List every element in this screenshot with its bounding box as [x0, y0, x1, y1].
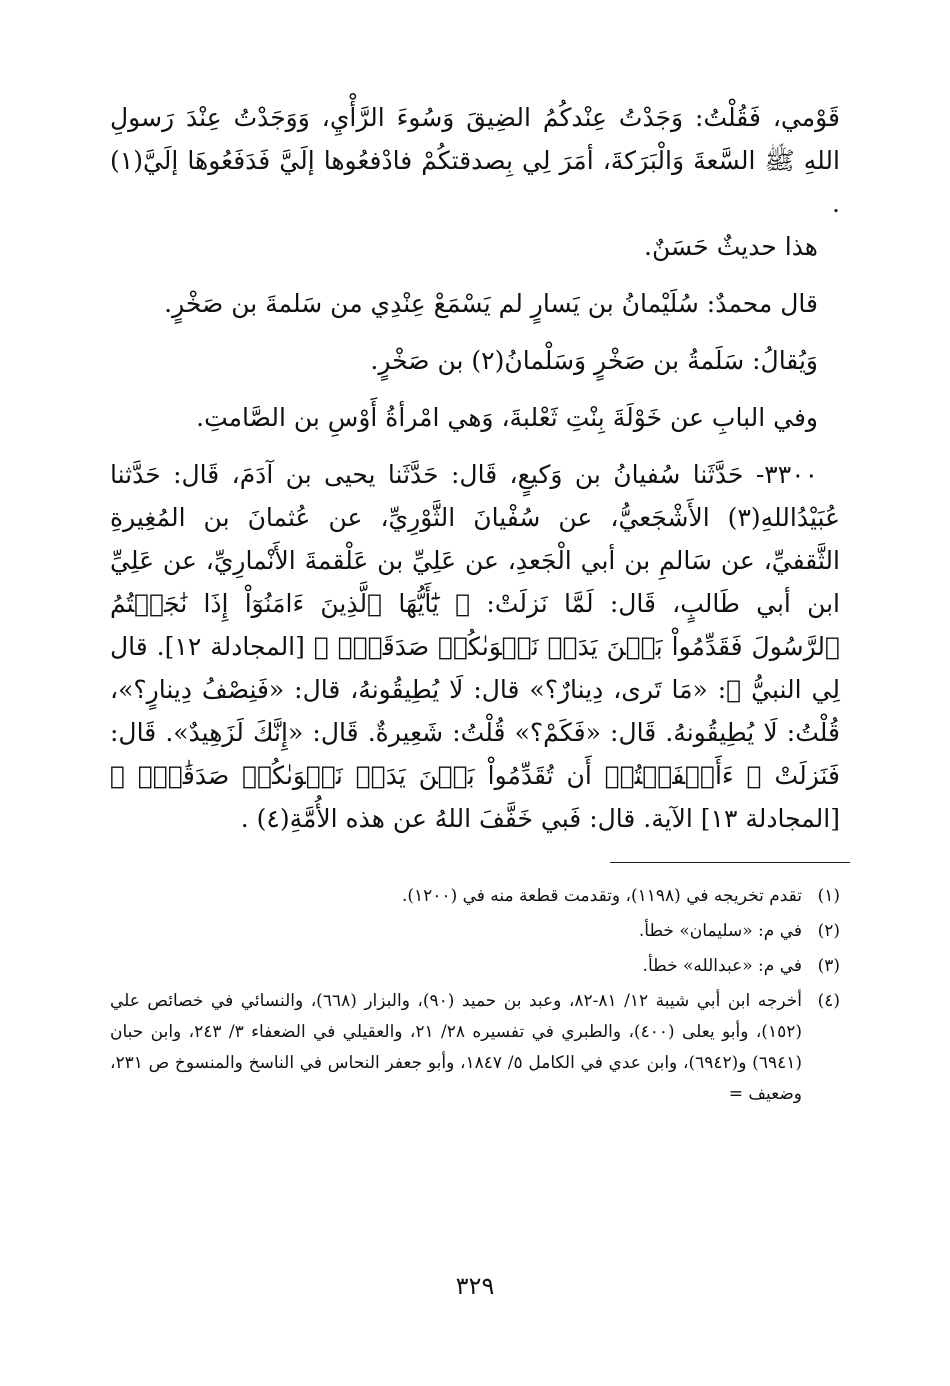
footnote-text: تقدم تخريجه في (١١٩٨)، وتقدمت قطعة منه في (١٢٠٠).: [401, 886, 802, 906]
footnotes: [110, 881, 840, 1110]
paragraph-grading: هذا حديثٌ حَسَنٌ.: [644, 232, 818, 261]
page-number: ٣٢٩: [455, 1272, 495, 1300]
footnote-number: (٢): [817, 921, 840, 941]
footnote-text: أخرجه ابن أبي شيبة ١٢/ ٨١-٨٢، وعبد بن حميد (٩٠)، والبزار (٦٦٨)، والنسائي في خصائص علي (١٥٢)، وأبو يعلى (٤٠٠)، والطبري في تفسيره ٢٨/ ٢١، والعقيلي في الضعفاء ٣/ ٢٤٣، وابن حبان (٦٩٤١) و(٦٩٤٢)، وابن عدي في الكامل ٥/ ١٨٤٧، وأبو جعفر النحاس في الناسخ والمنسوخ ص ٢٣١، وضعيف =: [110, 991, 802, 1104]
footnote-divider: [610, 862, 850, 863]
footnote-number: (٤): [817, 991, 840, 1011]
footnote-item: [110, 881, 840, 912]
footnote-text: في م: «سليمان» خطأ.: [638, 921, 802, 941]
footnote-text: في م: «عبدالله» خطأ.: [642, 956, 802, 976]
paragraph-chapter-reference: وفي البابِ عن خَوْلَةَ بِنْتِ ثَعْلبةَ، وَهي امْرأةُ أَوْسِ بن الصَّامتِ.: [196, 403, 818, 432]
footnote-number: (٣): [817, 956, 840, 976]
paragraph-bukhari-comment: قال محمدٌ: سُلَيْمانُ بن يَسارٍ لم يَسْمَعْ عِنْدِي من سَلمةَ بن صَخْرٍ.: [164, 289, 818, 318]
footnote-item: [110, 951, 840, 982]
footnote-number: (١): [817, 886, 840, 906]
paragraph-hadith-3300: ٣٣٠٠- حَدَّثَنا سُفيانُ بن وَكيعٍ، قَال: حَدَّثَنا يحيى بن آدَمَ، قَال: حَدَّثنا عُبَيْدُاللهِ(٣) الأَشْجَعيُّ، عن سُفْيانَ الثَّوْرِيِّ، عن عُثمانَ بن المُغِيرةِ الثَّقفيِّ، عن سَالمِ بن أبي الْجَعدِ، عن عَلِيِّ بن عَلْقمةَ الأَنْمارِيِّ، عن عَلِيِّ ابن أبي طَالبٍ، قَال: لَمَّا نَزلَتْ: ﴿ يَٰٓأَيُّهَا ٱلَّذِينَ ءَامَنُوٓاْ إِذَا نَٰجَيۡتُمُ ٱلرَّسُولَ فَقَدِّمُواْ بَيۡنَ يَدَيۡ نَجۡوَىٰكُمۡ صَدَقَةٗۚ ﴾ [المجادلة ١٢]. قال لِي النبيُّ ﷺ: «مَا تَرى، دِينارٌ؟» قال: لَا يُطِيقُونهُ، قال: «فَنِصْفُ دِينارٍ؟»، قُلْتُ: لَا يُطِيقُونهُ. قَال: «فَكَمْ؟» قُلْتُ: شَعِيرةٌ. قَال: «إِنَّكَ لَزَهِيدٌ». قَال: فَنَزلَتْ ﴿ ءَأَشۡفَقۡتُمۡ أَن تُقَدِّمُواْ بَيۡنَ يَدَيۡ نَجۡوَىٰكُمۡ صَدَقَٰتٖۚ ﴾ [المجادلة ١٣] الآية. قال: فَبي خَفَّفَ اللهُ عن هذه الأُمَّةِ(٤) .: [110, 460, 840, 833]
paragraph-hadith-continuation: قَوْمي، فَقُلْتُ: وَجَدْتُ عِنْدكُمُ الضِيقَ وَسُوءَ الرَّأْيِ، وَوَجَدْتُ عِنْدَ رَسولِ اللهِ ﷺ السَّعةَ وَالْبَرَكةَ، أمَرَ لِي بِصدقتكُمْ فادْفعُوها إلَيَّ فَدَفَعُوهَا إلَيَّ(١) .: [110, 103, 840, 218]
footnote-item: [110, 916, 840, 947]
main-text: [110, 96, 840, 840]
book-page: [110, 96, 840, 1346]
footnote-item: [110, 986, 840, 1110]
paragraph-alternate-name: وَيُقالُ: سَلَمةُ بن صَخْرٍ وَسَلْمانُ(٢) بن صَخْرٍ.: [370, 346, 818, 375]
